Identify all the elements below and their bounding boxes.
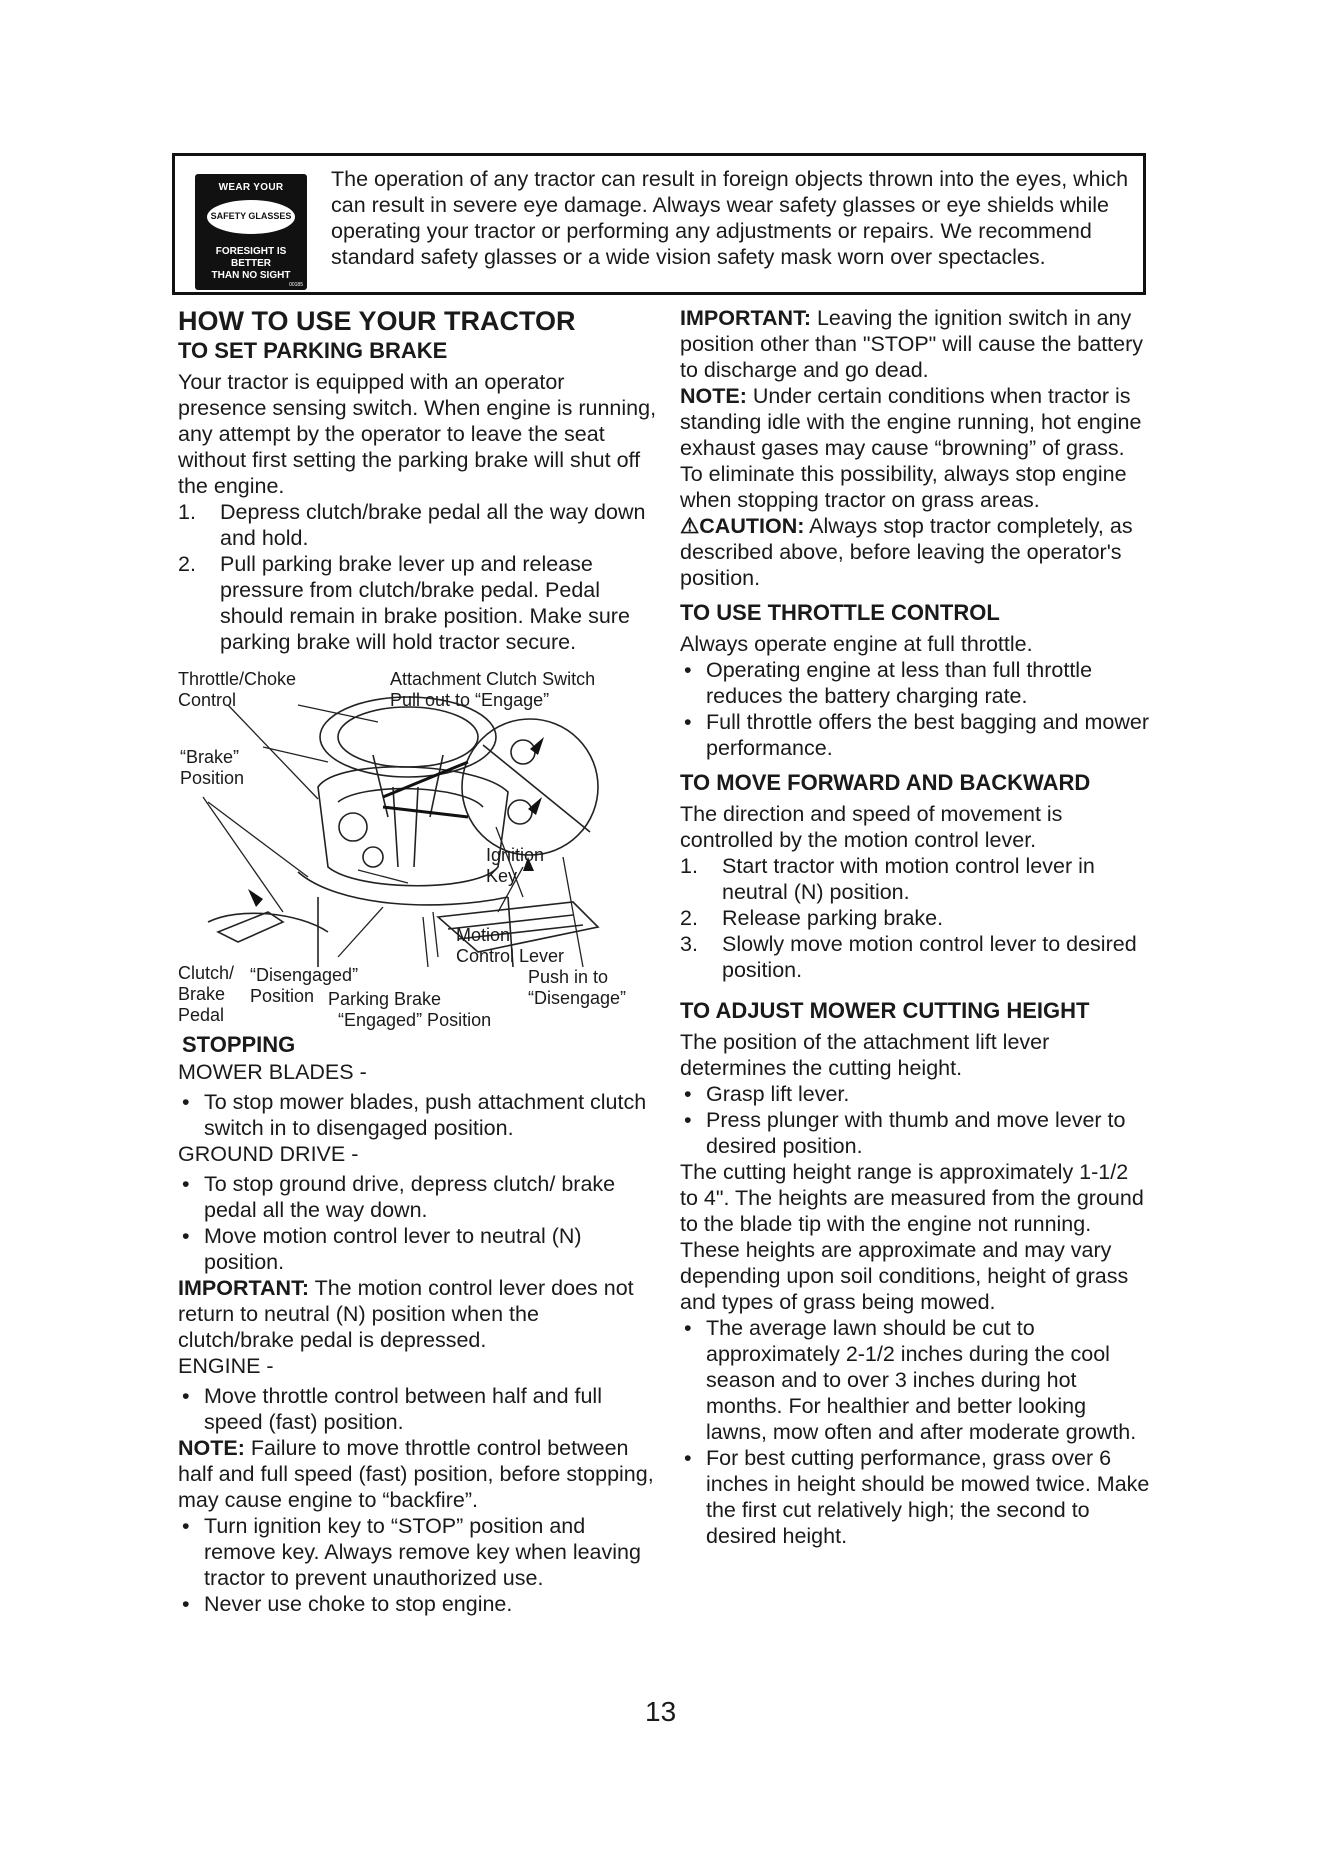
cutting-intro: The position of the attachment lift lever determines the cutting height.	[680, 1030, 1050, 1080]
bullet-item: • For best cutting performance, grass over 6 inches in height should be mowed twice. Make the first cut relatively high; the second to desired height.	[684, 1446, 1150, 1548]
cutting-height-heading: TO ADJUST MOWER CUTTING HEIGHT	[680, 998, 1090, 1023]
label-ignition-key: Ignition Key	[486, 845, 545, 886]
parking-step: 1. Depress clutch/brake pedal all the way down and hold.	[178, 500, 646, 550]
safety-warning-text: The operation of any tractor can result in foreign objects thrown into the eyes, which can result in severe eye damage. Always wear safety glasses or eye shields while operating your tractor or performing any adjustments or repairs. We recommend standard safety glasses or a wide vision safety mask worn over spectacles.	[331, 167, 1129, 269]
cutting-body: The cutting height range is approximately 1-1/2 to 4". The heights are measured from the ground to the blade tip with the engine not running. These heights are approximate and may vary depending upon soil conditions, height of grass and types of grass being mowed.	[680, 1160, 1144, 1314]
label-parking-brake-engaged: Parking Brake “Engaged” Position	[328, 989, 492, 1030]
caution-icon: ⚠	[680, 514, 700, 538]
bullet-item: • To stop mower blades, push attachment clutch switch in to disengaged position.	[182, 1090, 647, 1140]
note-right: NOTE: Under certain conditions when tractor is standing idle with the engine running, hot engine exhaust gases may cause “browning” of grass. To eliminate this possibility, always stop engine when stopping tractor on grass areas.	[680, 384, 1142, 512]
bullet-item: • Full throttle offers the best bagging and mower performance.	[684, 710, 1149, 760]
move-step: 2. Release parking brake.	[680, 906, 944, 930]
tractor-controls-figure	[178, 667, 658, 1030]
bullet-item: • Move motion control lever to neutral (N) position.	[182, 1224, 582, 1274]
engine-label: ENGINE -	[178, 1354, 274, 1378]
label-brake-position: “Brake” Position	[180, 747, 245, 788]
label-throttle-choke: Throttle/Choke Control	[178, 669, 297, 710]
bullet-item: • To stop ground drive, depress clutch/ brake pedal all the way down.	[182, 1172, 616, 1222]
important-note-left: IMPORTANT: The motion control lever does not return to neutral (N) position when the clutch/brake pedal is depressed.	[178, 1276, 634, 1352]
safety-glasses-icon: WEAR YOUR SAFETY GLASSES FORESIGHT IS BETTER THAN NO SIGHT 00185	[195, 174, 307, 290]
throttle-intro: Always operate engine at full throttle.	[680, 632, 1033, 656]
throttle-heading: TO USE THROTTLE CONTROL	[680, 600, 1000, 625]
mower-blades-label: MOWER BLADES -	[178, 1060, 367, 1084]
move-step: 3. Slowly move motion control lever to desired position.	[680, 932, 1137, 982]
bullet-item: • The average lawn should be cut to approximately 2-1/2 inches during the cool season and to over 3 inches during hot months. For healthier and better looking lawns, mow often and after moderate growth.	[684, 1316, 1137, 1444]
move-step: 1. Start tractor with motion control lever in neutral (N) position.	[680, 854, 1095, 904]
bullet-item: • Turn ignition key to “STOP” position and remove key. Always remove key when leaving tractor to prevent unauthorized use.	[182, 1514, 641, 1590]
parking-brake-heading: TO SET PARKING BRAKE	[178, 338, 448, 363]
bullet-item: • Move throttle control between half and full speed (fast) position.	[182, 1384, 602, 1434]
label-motion-control: Motion Control Lever	[456, 925, 565, 966]
move-intro: The direction and speed of movement is controlled by the motion control lever.	[680, 802, 1063, 852]
note-left: NOTE: Failure to move throttle control between half and full speed (fast) position, before stopping, may cause engine to “backfire”.	[178, 1436, 654, 1512]
safety-glasses-oval: SAFETY GLASSES	[207, 200, 295, 234]
label-attachment-clutch: Attachment Clutch Switch Pull out to “Engage”	[390, 669, 596, 710]
bullet-item: • Operating engine at less than full throttle reduces the battery charging rate.	[684, 658, 1093, 708]
safety-warning-box	[172, 153, 1146, 295]
label-clutch-brake-pedal: Clutch/ Brake Pedal	[178, 963, 235, 1025]
stopping-heading: STOPPING	[182, 1032, 296, 1057]
important-note-right: IMPORTANT: Leaving the ignition switch in any position other than "STOP" will cause the battery to discharge and go dead.	[680, 306, 1144, 382]
label-push-disengage: Push in to “Disengage”	[528, 967, 627, 1008]
left-column	[178, 305, 658, 1617]
page-number: 13	[645, 1696, 677, 1727]
ground-drive-label: GROUND DRIVE -	[178, 1142, 359, 1166]
label-disengaged-position: “Disengaged” Position	[250, 965, 359, 1006]
bullet-item: • Never use choke to stop engine.	[182, 1592, 513, 1616]
right-column	[680, 305, 1150, 1549]
bullet-item: • Grasp lift lever.	[684, 1082, 850, 1106]
caution-note: ⚠CAUTION: Always stop tractor completely, as described above, before leaving the operator's position.	[680, 514, 1133, 590]
parking-brake-intro: Your tractor is equipped with an operator presence sensing switch. When engine is running, any attempt by the operator to leave the seat without first setting the parking brake will shut off the engine.	[178, 370, 657, 498]
move-heading: TO MOVE FORWARD AND BACKWARD	[680, 770, 1091, 795]
parking-step: 2. Pull parking brake lever up and release pressure from clutch/brake pedal. Pedal should remain in brake position. Make sure parking brake will hold tractor secure.	[178, 552, 630, 654]
bullet-item: • Press plunger with thumb and move lever to desired position.	[684, 1108, 1126, 1158]
section-title: HOW TO USE YOUR TRACTOR	[178, 306, 576, 336]
